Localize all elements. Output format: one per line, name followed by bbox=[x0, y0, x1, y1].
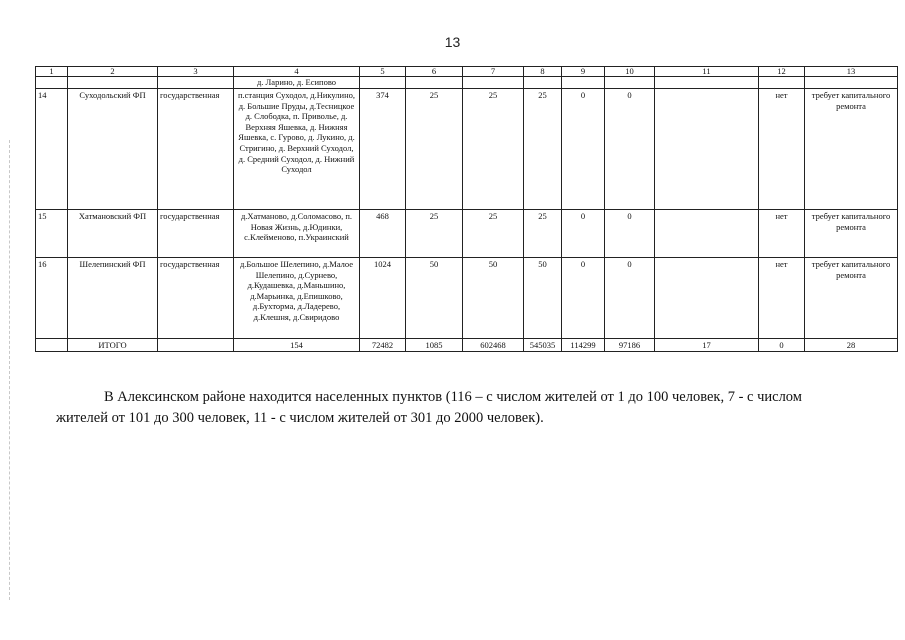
col8-value: 25 bbox=[524, 210, 562, 258]
total-col13: 28 bbox=[805, 339, 898, 352]
col9-value: 0 bbox=[562, 89, 605, 210]
total-label: ИТОГО bbox=[68, 339, 158, 352]
col11-value bbox=[655, 89, 759, 210]
facilities-table bbox=[35, 66, 898, 352]
col12-value: нет bbox=[759, 210, 805, 258]
col-header-2: 2 bbox=[68, 67, 158, 77]
row-number: 15 bbox=[36, 210, 68, 258]
table-row bbox=[36, 258, 898, 339]
col-header-4: 4 bbox=[234, 67, 360, 77]
col13-value: требует капитального ремонта bbox=[805, 210, 898, 258]
col6-value: 50 bbox=[406, 258, 463, 339]
facility-name: Хатмановский ФП bbox=[68, 210, 158, 258]
col6-value: 25 bbox=[406, 89, 463, 210]
page-number: 13 bbox=[444, 34, 461, 50]
total-col6: 1085 bbox=[406, 339, 463, 352]
total-col7: 602468 bbox=[463, 339, 524, 352]
col10-value: 0 bbox=[605, 210, 655, 258]
row-number: 14 bbox=[36, 89, 68, 210]
col9-value: 0 bbox=[562, 210, 605, 258]
margin-line bbox=[9, 140, 10, 600]
header-row bbox=[36, 67, 898, 77]
col-header-1: 1 bbox=[36, 67, 68, 77]
col6-value: 25 bbox=[406, 210, 463, 258]
facility-name: Суходольский ФП bbox=[68, 89, 158, 210]
col-header-11: 11 bbox=[655, 67, 759, 77]
col-header-13: 13 bbox=[805, 67, 898, 77]
col13-value: требует капитального ремонта bbox=[805, 89, 898, 210]
col9-value: 0 bbox=[562, 258, 605, 339]
col-header-12: 12 bbox=[759, 67, 805, 77]
col-header-8: 8 bbox=[524, 67, 562, 77]
col7-value: 25 bbox=[463, 210, 524, 258]
settlements-cell: д. Ларино, д. Есипово bbox=[234, 77, 360, 89]
total-col8: 545035 bbox=[524, 339, 562, 352]
total-col9: 114299 bbox=[562, 339, 605, 352]
settlements-cell: д.Хатманово, д.Соломасово, п. Новая Жизнь, д.Юдинки, с.Клейменово, п.Украинский bbox=[234, 210, 360, 258]
table-row bbox=[36, 89, 898, 210]
summary-paragraph: В Алексинском районе находится населенных пунктов (116 – с числом жителей от 1 до 100 человек, 7 - с числом жителей от 101 до 300 человек, 11 - с числом жителей от 301 до 2000 человек). bbox=[56, 388, 802, 426]
col8-value: 50 bbox=[524, 258, 562, 339]
ownership: государственная bbox=[158, 89, 234, 210]
col8-value: 25 bbox=[524, 89, 562, 210]
row-number: 16 bbox=[36, 258, 68, 339]
total-col11: 17 bbox=[655, 339, 759, 352]
facility-name: Шелепинский ФП bbox=[68, 258, 158, 339]
col-header-6: 6 bbox=[406, 67, 463, 77]
col5-value: 1024 bbox=[360, 258, 406, 339]
col-header-7: 7 bbox=[463, 67, 524, 77]
total-col12: 0 bbox=[759, 339, 805, 352]
col11-value bbox=[655, 210, 759, 258]
col5-value: 468 bbox=[360, 210, 406, 258]
table-row-continuation bbox=[36, 77, 898, 89]
col11-value bbox=[655, 258, 759, 339]
table-row bbox=[36, 210, 898, 258]
col5-value: 374 bbox=[360, 89, 406, 210]
col13-value: требует капитального ремонта bbox=[805, 258, 898, 339]
col7-value: 50 bbox=[463, 258, 524, 339]
ownership: государственная bbox=[158, 258, 234, 339]
total-col4: 154 bbox=[234, 339, 360, 352]
ownership: государственная bbox=[158, 210, 234, 258]
col-header-5: 5 bbox=[360, 67, 406, 77]
col-header-9: 9 bbox=[562, 67, 605, 77]
col10-value: 0 bbox=[605, 89, 655, 210]
col-header-10: 10 bbox=[605, 67, 655, 77]
col12-value: нет bbox=[759, 89, 805, 210]
col7-value: 25 bbox=[463, 89, 524, 210]
total-col5: 72482 bbox=[360, 339, 406, 352]
col10-value: 0 bbox=[605, 258, 655, 339]
settlements-cell: п.станция Суходол, д.Никулино, д. Большие Пруды, д.Тесницкое д. Слободка, п. Приволье, д. Верхняя Яшевка, д. Нижняя Яшевка, с. Гурово, д. Лукино, д. Стригино, д. Верхний Суходол, д. Средний Суходол, д. Нижний Суходол bbox=[234, 89, 360, 210]
settlements-cell: д.Большое Шелепино, д.Малое Шелепино, д.Сурнево, д.Кудашевка, д.Маньшино, д.Марьинка, д.Епишково, д.Бухторма, д.Ладерево, д.Клешня, д.Свиридово bbox=[234, 258, 360, 339]
col-header-3: 3 bbox=[158, 67, 234, 77]
total-col10: 97186 bbox=[605, 339, 655, 352]
col12-value: нет bbox=[759, 258, 805, 339]
table-row-total bbox=[36, 339, 898, 352]
